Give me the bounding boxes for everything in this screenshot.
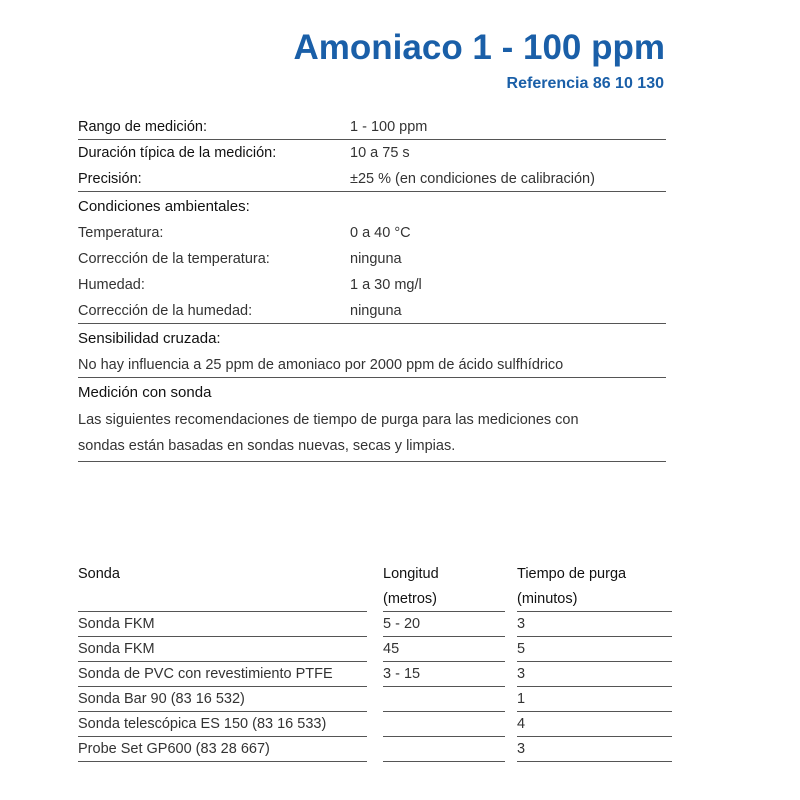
probe-measurement-text	[78, 406, 666, 462]
probe-text-line: sondas están basadas en sondas nuevas, secas y limpias.	[78, 438, 456, 454]
cell-purge: 4	[517, 712, 672, 737]
cell-length: 3 - 15	[383, 662, 505, 687]
spec-row	[78, 220, 666, 246]
spec-label: Humedad:	[78, 277, 145, 293]
cell-length	[383, 687, 505, 712]
table-row	[78, 737, 672, 762]
page-title: Amoniaco 1 - 100 ppm	[293, 28, 665, 67]
table-row	[78, 662, 672, 687]
table-header	[78, 560, 672, 612]
spec-value: 10 a 75 s	[350, 145, 410, 161]
cell-length	[383, 737, 505, 762]
cross-sensitivity-value: No hay influencia a 25 ppm de amoniaco por 2000 ppm de ácido sulfhídrico	[78, 356, 564, 373]
spec-label: Precisión:	[78, 170, 142, 187]
spec-label: Duración típica de la medición:	[78, 145, 277, 161]
cell-purge: 3	[517, 662, 672, 687]
ambient-conditions-heading: Condiciones ambientales:	[78, 197, 250, 215]
header-probe	[78, 560, 367, 612]
cell-purge: 3	[517, 737, 672, 762]
header-length-unit: (metros)	[383, 591, 437, 607]
spec-row	[78, 140, 666, 166]
header-purge	[517, 560, 672, 612]
spec-value: ninguna	[350, 302, 402, 319]
cell-purge: 1	[517, 687, 672, 712]
spec-label: Temperatura:	[78, 225, 164, 241]
header-purge-unit: (minutos)	[517, 591, 578, 607]
spec-value: ninguna	[350, 251, 402, 267]
cell-probe: Sonda FKM	[78, 637, 367, 662]
cell-probe: Sonda Bar 90 (83 16 532)	[78, 687, 367, 712]
cell-probe: Sonda telescópica ES 150 (83 16 533)	[78, 712, 367, 737]
cross-sensitivity-text	[78, 352, 666, 378]
header-probe-label: Sonda	[78, 566, 120, 582]
table-row	[78, 687, 672, 712]
table-row	[78, 637, 672, 662]
spec-label: Rango de medición:	[78, 118, 207, 135]
spec-row	[78, 246, 666, 272]
spec-value: 1 - 100 ppm	[350, 118, 428, 135]
spec-value: 0 a 40 °C	[350, 225, 411, 241]
header-length	[383, 560, 505, 612]
spec-row	[78, 298, 666, 324]
cell-probe: Sonda FKM	[78, 612, 367, 637]
spec-row	[78, 114, 666, 140]
cell-purge: 5	[517, 637, 672, 662]
probe-measurement-heading: Medición con sonda	[78, 383, 212, 401]
cell-purge: 3	[517, 612, 672, 637]
cell-probe: Probe Set GP600 (83 28 667)	[78, 737, 367, 762]
spec-value: 1 a 30 mg/l	[350, 277, 422, 293]
table-row	[78, 612, 672, 637]
spec-label: Corrección de la temperatura:	[78, 251, 270, 267]
specifications-table	[78, 114, 666, 462]
table-row	[78, 712, 672, 737]
header-purge-label: Tiempo de purga	[517, 566, 627, 582]
cell-length: 45	[383, 637, 505, 662]
probe-text-line: Las siguientes recomendaciones de tiempo de purga para las mediciones con	[78, 412, 579, 428]
spec-row	[78, 272, 666, 298]
cross-sensitivity-heading: Sensibilidad cruzada:	[78, 329, 221, 347]
cell-length	[383, 712, 505, 737]
spec-row	[78, 166, 666, 192]
header-length-label: Longitud	[383, 566, 439, 582]
reference-number: Referencia 86 10 130	[506, 75, 664, 92]
probe-purge-table	[78, 560, 672, 762]
spec-label: Corrección de la humedad:	[78, 302, 253, 319]
cell-probe: Sonda de PVC con revestimiento PTFE	[78, 662, 367, 687]
cell-length: 5 - 20	[383, 612, 505, 637]
spec-value: ±25 % (en condiciones de calibración)	[350, 170, 595, 187]
